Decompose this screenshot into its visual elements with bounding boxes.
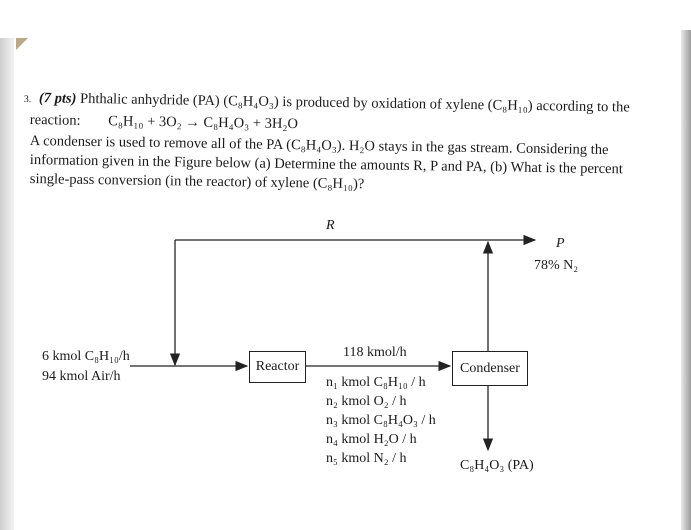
condenser-box <box>452 351 528 386</box>
feed-air: 94 kmol Air/h <box>42 369 121 384</box>
reaction-equation: C₈H₁₀ + 3O₂ → C₈H₄O₃ + 3H₂O <box>108 113 299 133</box>
problem-points: (7 pts) <box>38 90 77 107</box>
problem-number: 3. <box>23 93 32 106</box>
problem-line-5: single-pass conversion (in the reactor) of xylene (C₈H₁₀)? <box>29 171 365 193</box>
problem-line-3: A condenser is used to remove all of the PA (C₈H₄O₃). H₂O stays in the gas stream. Considering the <box>29 133 609 159</box>
outlet-component-5: n₅ kmol N₂ / h <box>326 451 407 466</box>
problem-line-1-text: Phthalic anhydride (PA) (C₈H₄O₃) is produced by oxidation of xylene (C₈H₁₀) according to the <box>79 90 630 116</box>
outlet-component-1: n₁ kmol C₈H₁₀ / h <box>326 375 426 390</box>
condenser-label: Condenser <box>460 360 520 376</box>
outlet-component-4: n₄ kmol H₂O / h <box>326 432 417 447</box>
reactor-box <box>249 351 306 383</box>
product-composition: 78% N₂ <box>534 258 579 273</box>
reaction-label: reaction: <box>29 112 81 129</box>
product-label: P <box>556 236 565 251</box>
recycle-label: R <box>326 218 335 233</box>
outlet-component-3: n₃ kmol C₈H₄O₃ / h <box>326 413 436 428</box>
feed-xylene: 6 kmol C₈H₁₀/h <box>42 349 130 364</box>
pa-output-label: C₈H₄O₃ (PA) <box>460 458 534 473</box>
reactor-label: Reactor <box>255 359 300 374</box>
outlet-component-2: n₂ kmol O₂ / h <box>326 394 407 409</box>
reactor-outlet-total: 118 kmol/h <box>343 345 407 360</box>
problem-line-4: information given in the Figure below (a) Determine the amounts R, P and PA, (b) What is the percent <box>29 152 623 178</box>
